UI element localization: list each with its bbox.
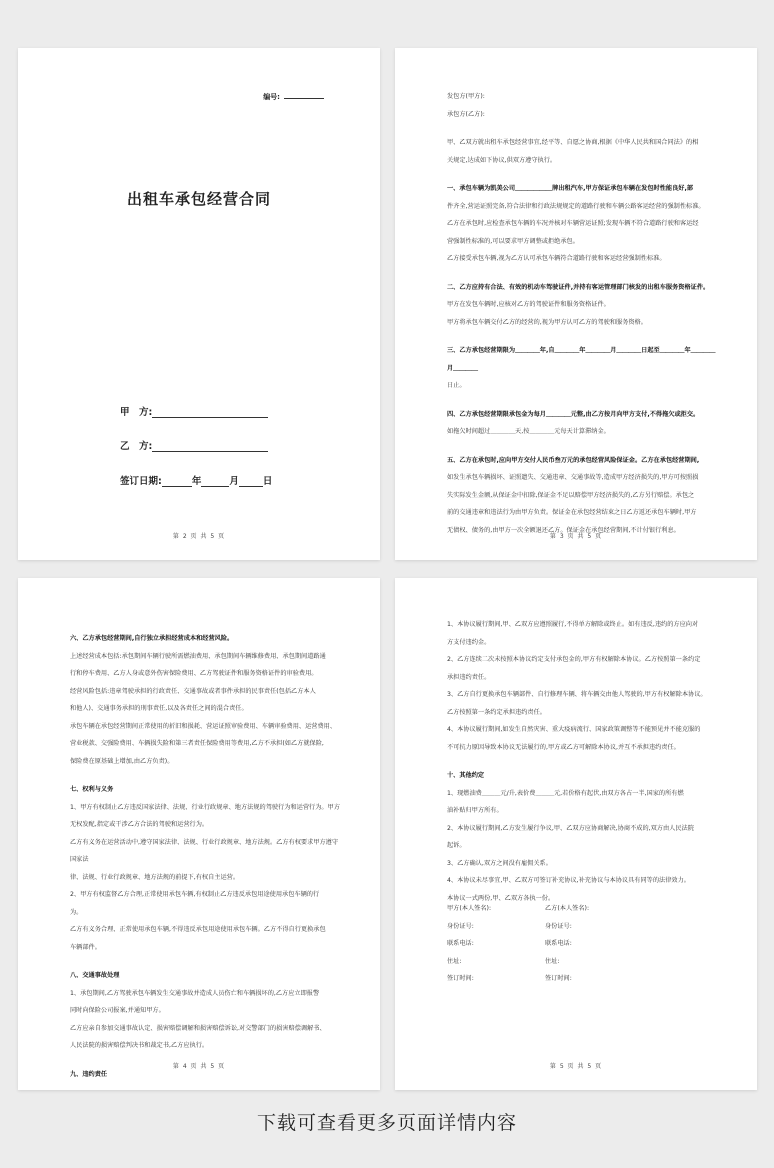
- contract-number-line: [284, 98, 324, 99]
- section-heading: 七、权利与义务: [70, 786, 114, 793]
- text-line: 为。: [70, 908, 83, 916]
- text-line: 人民法院的损害赔偿判决书和裁定书,乙方应执行。: [70, 1042, 209, 1049]
- signature-table: [447, 900, 589, 988]
- contract-page-4: [18, 578, 380, 1090]
- contract-title: 出租车承包经营合同: [126, 190, 271, 208]
- text-line: 2、乙方连续二次未按照本协议约定支付承包金的,甲方有权解除本协议。乙方按照第一条约定: [447, 656, 701, 663]
- text-line: 二、乙方应持有合法、有效的机动车驾驶证件,并持有客运管理部门核发的出租车服务资格证件。: [447, 283, 710, 291]
- text-line: 营业税款、交强险费用、车辆损失险和第三者责任保险费用等费用,乙方不承担(如乙方就保险,: [70, 740, 324, 747]
- text-line: 3、乙方自行更换承包车辆部件、自行修理车辆、将车辆交由他人驾驶的,甲方有权解除本协议。: [447, 691, 707, 698]
- text-line: 4、本协议履行期间,如发生自然灾害、重大疫病流行、国家政策调整等不能预见并不能克服的: [447, 726, 701, 733]
- month-label: 月: [229, 476, 239, 487]
- text-line: 前的交通违章和违法行为由甲方负责。保证金在承包经营结束之日乙方返还承包车辆时,甲方: [447, 509, 697, 516]
- page-footer: 第 3 页 共 5 页: [549, 533, 603, 540]
- party-b-label: 乙 方:: [120, 441, 153, 452]
- contract-page-5: [395, 578, 757, 1090]
- section-heading: 十、其他约定: [447, 772, 485, 779]
- text-line: 乙方接受承包车辆,视为乙方认可承包车辆符合道路行驶和客运经营强制性标准。: [447, 255, 666, 262]
- page-footer: 第 2 页 共 5 页: [172, 533, 226, 540]
- paragraph-gap: [447, 756, 717, 767]
- party-a-signature-cell: 住址:: [447, 957, 462, 965]
- text-line: 4、本协议未尽事宜,甲、乙双方可签订补充协议,补充协议与本协议具有同等的法律效力。: [447, 877, 690, 884]
- text-line: 1、承包期间,乙方驾驶承包车辆发生交通事故并造成人员伤亡和车辆损坏的,乙方应立即报警: [70, 989, 320, 997]
- text-line: 2、甲方有权监督乙方合理,正常使用承包车辆,有权制止乙方违反承包用途使用承包车辆的行: [70, 891, 320, 898]
- year-line: [162, 486, 192, 487]
- party-a-signature-cell: 签订时间:: [447, 975, 474, 982]
- text-line: 三、乙方承包经营期限为＿＿＿＿年,自＿＿＿＿年＿＿＿＿月＿＿＿＿日起至＿＿＿＿年＿＿＿＿月＿＿＿＿: [447, 347, 716, 372]
- party-b-line: [152, 451, 268, 452]
- text-line: 和他人)、交通事务承担的刑事责任,以及各责任之间的混合责任。: [70, 705, 248, 712]
- text-line: 四、乙方承包经营期限承包金为每月＿＿＿＿元整,由乙方按月向甲方支付,不得拖欠或拒交。: [447, 410, 700, 418]
- text-line: 如拖欠时间超过＿＿＿＿天,按＿＿＿＿元每天计算滞纳金。: [447, 428, 610, 435]
- text-line: 本协议一式两份,甲、乙双方各执一份。: [447, 894, 555, 902]
- page-footer: 第 5 页 共 5 页: [549, 1063, 603, 1070]
- text-line: 上述经营成本包括:承包期间车辆行驶所需燃油费用、承包期间车辆维修费用、承包期间道路通: [70, 652, 326, 660]
- party-b-signature-cell: 乙方(本人签名):: [545, 905, 590, 912]
- contract-number-label: 编号:: [263, 93, 280, 101]
- paragraph-gap: [447, 441, 717, 452]
- paragraph-gap: [70, 956, 340, 967]
- page-footer: 第 4 页 共 5 页: [172, 1063, 226, 1070]
- text-line: 承包方(乙方):: [447, 110, 485, 118]
- paragraph-gap: [447, 123, 717, 134]
- section-heading: 九、违约责任: [70, 1070, 108, 1078]
- text-line: 起诉。: [447, 842, 466, 849]
- party-a-signature-cell: 联系电话:: [447, 940, 474, 947]
- text-line: 方支付违约金。: [447, 638, 491, 646]
- text-line: 失实际发生金额,从保证金中扣除,保证金不足以赔偿甲方经济损失的,乙方另行赔偿。承包之: [447, 491, 695, 499]
- text-line: 发包方(甲方):: [447, 93, 485, 100]
- text-line: 无权发配,指定或干涉乙方合法的驾驶和运营行为。: [70, 821, 209, 828]
- party-b-signature-cell: 住址:: [545, 957, 560, 965]
- party-b-signature-cell: 签订时间:: [545, 975, 572, 982]
- text-line: 营强制性标准的,可以要求甲方调整或拒绝承包。: [447, 237, 579, 245]
- party-a-signature-cell: 甲方(本人签名):: [447, 905, 492, 912]
- text-line: 承包车辆在承包经营期间正常使用的折旧和损耗、营运证照审验费用、车辆审验费用、运营费用、: [70, 722, 337, 730]
- text-line: 甲、乙双方就出租车承包经营事宜,经平等、自愿之协商,根据《中华人民共和国合同法》的相: [447, 139, 699, 146]
- contract-page-3: [395, 48, 757, 560]
- day-line: [239, 486, 263, 487]
- contract-number-field: [263, 92, 324, 102]
- download-caption: 下载可查看更多页面详情内容: [256, 1112, 517, 1134]
- paragraph-gap: [447, 268, 717, 279]
- page-3-text: [447, 88, 717, 539]
- text-line: 行和停车费用、乙方人身或意外伤害保险费用、乙方驾驶证件和服务资格证件的审验费用。: [70, 670, 318, 677]
- text-line: 甲方在发包车辆时,应核对乙方的驾驶证件和服务资格证件。: [447, 301, 610, 308]
- signature-row: [447, 900, 589, 918]
- month-line: [201, 486, 229, 487]
- text-line: 不可抗力原因导致本协议无法履行的,甲方或乙方可解除本协议,并互不承担违约责任。: [447, 743, 680, 751]
- paragraph-gap: [70, 770, 340, 781]
- text-line: 如发生承包车辆损坏、证照遗失、交通违章、交通事故等,造成甲方经济损失的,甲方可按照损: [447, 474, 699, 481]
- text-line: 五、乙方在承包时,应向甲方交付人民币叁万元的承包经营风险保证金。乙方在承包经营期间,: [447, 456, 700, 464]
- party-b-field: [120, 438, 268, 452]
- text-line: 无债权、债务的,由甲方一次全额退还乙方。保证金在承包经营期间,不计付银行利息。: [447, 526, 680, 534]
- text-line: 乙方有义务在运营活动中,遵守国家法律、法规、行业行政规章、地方法规。乙方有权要求甲方遵守国家法: [70, 838, 339, 863]
- signature-row: [447, 953, 589, 971]
- text-line: 1、甲方有权制止乙方违反国家法律、法规、行业行政规章、地方法规的驾驶行为和运营行为。甲方: [70, 803, 340, 811]
- text-line: 甲方将承包车辆交付乙方的经营的,视为甲方认可乙方的驾驶和服务资格。: [447, 318, 647, 326]
- text-line: 车辆部件。: [70, 943, 101, 951]
- paragraph-gap: [447, 169, 717, 180]
- day-label: 日: [262, 476, 273, 487]
- section-heading: 八、交通事故处理: [70, 972, 120, 979]
- text-line: 3、乙方确认,双方之间没有雇佣关系。: [447, 859, 552, 867]
- signing-date-field: [120, 473, 272, 487]
- text-line: 件齐全,营运证照完备,符合法律和行政法规规定的道路行驶和车辆公路客运经营的强制性标准。: [447, 202, 705, 210]
- party-a-line: [152, 417, 268, 418]
- signature-row: [447, 935, 589, 953]
- party-a-label: 甲 方:: [120, 407, 153, 418]
- year-label: 年: [191, 476, 202, 487]
- text-line: 关规定,达成如下协议,供双方遵守执行。: [447, 156, 557, 164]
- page-5-text: [447, 616, 717, 907]
- paragraph-gap: [447, 331, 717, 342]
- text-line: 乙方按照第一条约定承担违约责任。: [447, 708, 546, 716]
- text-line: 同时向保险公司报案,并通知甲方。: [70, 1007, 165, 1014]
- party-b-signature-cell: 身份证号:: [545, 922, 572, 930]
- signature-row: [447, 970, 589, 988]
- text-line: 承担违约责任。: [447, 673, 491, 681]
- text-line: 乙方应亲自参加交通事故认定、损害赔偿调解和损害赔偿诉讼,对交警部门的损害赔偿调解书、: [70, 1024, 326, 1032]
- signature-row: [447, 918, 589, 936]
- text-line: 油补贴归甲方所有。: [447, 807, 503, 814]
- party-a-signature-cell: 身份证号:: [447, 922, 474, 930]
- signing-date-label: 签订日期:: [120, 476, 162, 487]
- text-line: 经营风险包括:违章驾驶承担的行政责任、交通事故或者事件承担的民事责任(包括乙方本人: [70, 687, 316, 695]
- text-line: 1、现燃油费＿＿＿元/升,表价费＿＿＿元,若价格有起伏,由双方各占一半,国家的所有燃: [447, 789, 684, 797]
- text-line: 2、本协议履行期间,乙方发生履行争议,甲、乙双方应协商解决,协商不成的,双方由人民法院: [447, 824, 694, 832]
- text-line: 1、本协议履行期间,甲、乙双方应遵照履行,不得单方解除或终止。如有违反,违约的方应向对: [447, 621, 699, 628]
- section-heading: 六、乙方承包经营期间,自行独立承担经营成本和经营风险。: [70, 635, 234, 642]
- text-line: 日止。: [447, 382, 466, 389]
- text-line: 律、法规、行业行政规章、地方法规的前提下,有权自主运营。: [70, 873, 240, 881]
- party-b-signature-cell: 联系电话:: [545, 940, 572, 947]
- text-line: 保险费在原基础上增加,由乙方负责)。: [70, 757, 174, 765]
- page-4-text: [70, 630, 340, 1083]
- party-a-field: [120, 404, 268, 418]
- paragraph-gap: [447, 395, 717, 406]
- text-line: 乙方在承包时,应检查承包车辆的车况并核对车辆营运证照;发现车辆不符合道路行驶和客运经: [447, 220, 699, 227]
- text-line: 乙方有义务合理、正常使用承包车辆,不得违反承包用途使用承包车辆。乙方不得自行更换承包: [70, 926, 326, 933]
- text-line: 一、承包车辆为凯美公司＿＿＿＿＿＿牌出租汽车,甲方保证承包车辆在发包时性能良好,部: [447, 185, 694, 192]
- contract-cover-page: [18, 48, 380, 560]
